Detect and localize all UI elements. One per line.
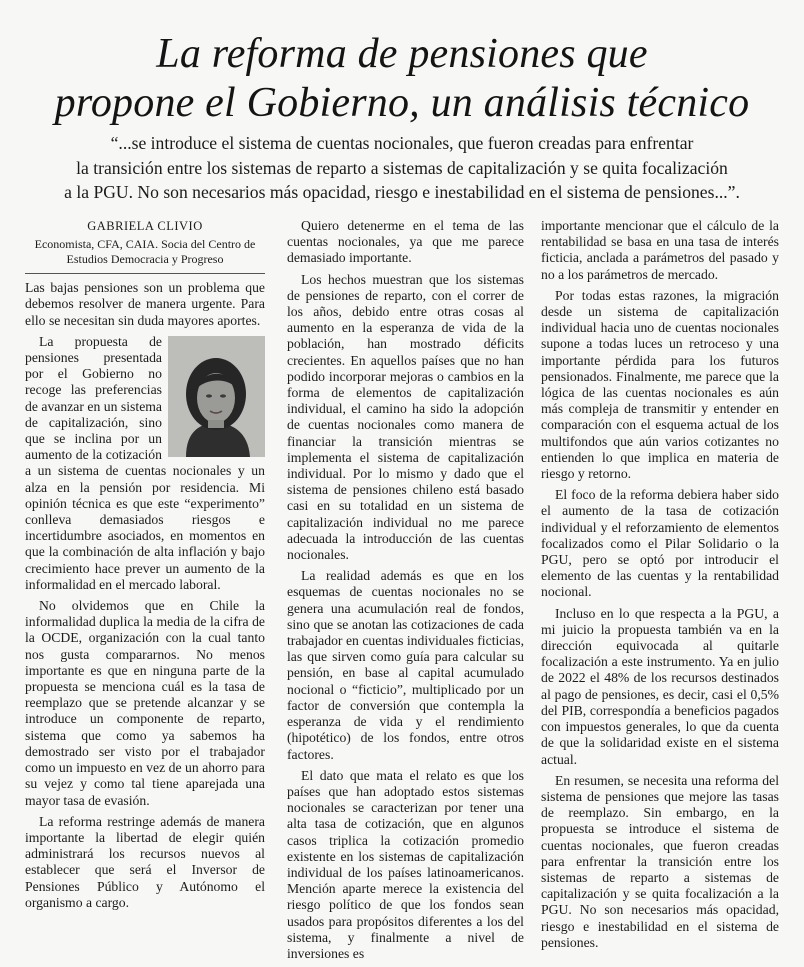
paragraph: La reforma restringe además de manera importante la libertad de elegir quién administrará los recursos nuevos al establecer que será el Inversor de Pensiones Público y Autónomo el organismo a cargo. xyxy=(25,813,265,910)
article-column-3 xyxy=(541,218,779,956)
paragraph: Quiero detenerme en el tema de las cuentas nocionales, ya que me parece demasiado importante. xyxy=(287,218,524,266)
paragraph: No olvidemos que en Chile la informalidad duplica la media de la cifra de la OCDE, organización con la cual tanto nos gusta compararnos. No menos importante es que en ninguna parte de la propuesta se menciona cuál es la tasa de reemplazo que se pretende alcanzar y se introduce un componente de reparto, sistema que como ya sabemos ha demostrado ser visto por el trabajador como un impuesto en vez de un ahorro para su vejez y como tal tiene aparejada una mayor tasa de evasión. xyxy=(25,598,265,808)
paragraph: Las bajas pensiones son un problema que debemos resolver de manera urgente. Para ello se necesitan sin duda mayores aportes. xyxy=(25,280,265,328)
paragraph: El foco de la reforma debiera haber sido el aumento de la tasa de cotización individual y el reforzamiento de elementos focalizados como el Pilar Solidario o la PGU, pero se optó por introducir el elemento de las cuentas y la rentabilidad nocional. xyxy=(541,487,779,600)
author-byline xyxy=(25,218,265,267)
headline-line-1: La reforma de pensiones que xyxy=(156,31,648,77)
paragraph: Los hechos muestran que los sistemas de pensiones de reparto, con el correr de los años, debido entre otras cosas al aumento en la esperanza de vida de la población, han mostrado déficits crecientes. En aquellos países que no han podido incorporar mejoras o cambios en la forma de elementos de capitalización individual, el camino ha sido la adopción de cuentas nocionales como manera de financiar la transición mientras se implementa el sistema de capitalización individual. Por lo mismo y dado que el sistema de pensiones chileno está basado casi en su totalidad en un sistema de capitalización individual no me parece adecuada la introducción de las cuentas nocionales. xyxy=(287,271,524,563)
article-column-1 xyxy=(25,218,265,916)
paragraph: Por todas estas razones, la migración desde un sistema de capitalización individual hacia uno de cuentas nocionales supone a todas luces un retroceso y una importante pérdida para los futuros pensionados. Finalmente, me parece que la lógica de las cuentas nocionales es aún más compleja de transmitir y entender en comparación con el esquema actual de los multifondos que aún varios cotizantes no entienden lo que implica en materia de riesgo y retorno. xyxy=(541,287,779,482)
paragraph: En resumen, se necesita una reforma del sistema de pensiones que mejore las tasas de reemplazo. Sin embargo, en la propuesta se introduce el sistema de cuentas nocionales, que fueron creadas para enfrentar la transición entre los sistemas de reparto a sistemas de capitalización y se quita focalización a la PGU. No son necesarios más opacidad, riesgo e inestabilidad en el sistema de pensiones. xyxy=(541,772,779,950)
author-portrait-icon xyxy=(168,336,265,457)
paragraph: Incluso en lo que respecta a la PGU, a mi juicio la propuesta también va en la dirección equivocada al quitarle focalización a este instrumento. Ya en julio de 2022 el 48% de los recursos destinados al pago de pensiones, es decir, casi el 0,5% del PIB, correspondía a beneficios pagados con impuestos generales, lo que da cuenta de que la solidaridad existe en el sistema actual. xyxy=(541,605,779,767)
byline-divider xyxy=(25,273,265,274)
paragraph: El dato que mata el relato es que los países que han adoptado estos sistemas nocionales se caracterizan por tener una alta tasa de cotización, que en algunos casos triplica la cotización promedio existente en los sistemas de capitalización individual de los países latinoamericanos. Mención aparte merece la existencia del riesgo político de que los fondos sean usados para propósitos diferentes a los del sistema, y finalmente a nivel de inversiones es xyxy=(287,767,524,961)
paragraph: La realidad además es que en los esquemas de cuentas nocionales no se genera una acumulación real de fondos, sino que se anotan las cotizaciones de cada trabajador en cuentas individuales ficticias, las que sirven como guía para calcular su pensión, en base al capital acumulado nocional o “ficticio”, multiplicado por un factor de conversión que contempla la esperanza de vida y el rendimiento (hipotético) de los fondos, entre otros factores. xyxy=(287,568,524,762)
paragraph: La propuesta de pensiones presentada por el Gobierno no recoge las preferencias de avanzar en un sistema de capitalización, sino que se inclina por un aumento de la cotización a un sistema de cuentas nocionales y un alza en la pensión por residencia. Mi opinión técnica es que este “experimento” conlleva demasiados riesgos e incertidumbre asociados, en momentos en que la combinación de alta inflación y bajo crecimiento hace prever un aumento de la informalidad en el mercado laboral. xyxy=(25,333,265,592)
dek-line-1: “...se introduce el sistema de cuentas nocionales, que fueron creadas para enfrentar xyxy=(110,133,694,153)
author-photo xyxy=(168,336,265,457)
headline-line-2: propone el Gobierno, un análisis técnico xyxy=(54,80,750,126)
article-column-2 xyxy=(287,218,524,967)
author-name: GABRIELA CLIVIO xyxy=(87,219,203,233)
author-bio: Economista, CFA, CAIA. Socia del Centro de Estudios Democracia y Progreso xyxy=(34,237,256,267)
paragraph: importante mencionar que el cálculo de la rentabilidad se basa en una tasa de interés ficticia, anclada a parámetros del pasado y no a los parámetros de mercado. xyxy=(541,218,779,282)
dek-line-2: la transición entre los sistemas de reparto a sistemas de capitalización y se quita focalización xyxy=(76,157,728,178)
dek-line-3: a la PGU. No son necesarios más opacidad, riesgo e inestabilidad en el sistema de pensiones...”. xyxy=(64,182,740,202)
pull-quote-dek xyxy=(0,131,804,205)
headline xyxy=(0,30,804,128)
